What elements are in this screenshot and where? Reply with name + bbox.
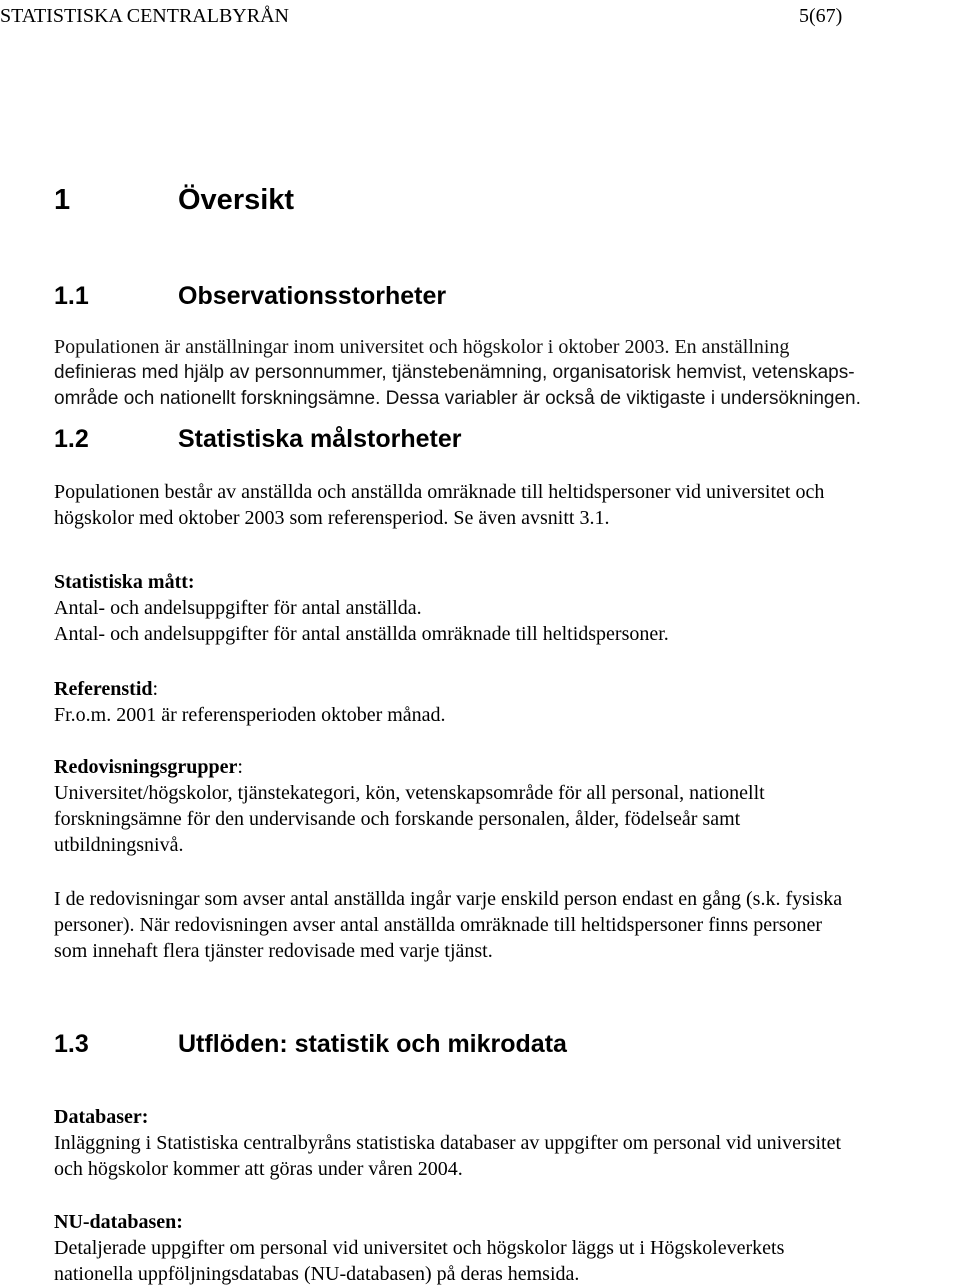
redovisningsgrupper-colon: : [237,756,243,778]
paragraph-line: som innehaft flera tjänster redovisade med varje tjänst. [54,940,493,962]
section-1-2-number: 1.2 [54,425,89,453]
statistiska-matt-label: Statistiska mått: [54,571,195,593]
section-1-1-number: 1.1 [54,282,89,310]
paragraph-line: I de redovisningar som avser antal anställda ingår varje enskild person endast en gång (s.k. fysiska [54,888,843,910]
section-1-1-paragraph [54,334,960,412]
paragraph-line: nationella uppföljningsdatabas (NU-databasen) på deras hemsida. [54,1263,580,1285]
paragraph-line: Populationen består av anställda och anställda omräknade till heltidspersoner vid universitet och [54,481,825,503]
section-1-title: Översikt [178,184,295,216]
redovisningsgrupper-label: Redovisningsgrupper [54,756,238,778]
paragraph-line: Antal- och andelsuppgifter för antal anställda omräknade till heltidspersoner. [54,623,669,645]
paragraph-line: och högskolor kommer att göras under våren 2004. [54,1158,463,1180]
referenstid-colon: : [152,678,159,700]
section-1-number: 1 [54,184,71,216]
paragraph-line: Fr.o.m. 2001 är referensperioden oktober månad. [54,704,446,726]
paragraph-line: Universitet/högskolor, tjänstekategori, kön, vetenskapsområde för all personal, nationellt [54,782,765,804]
section-1-2-intro [54,479,960,531]
section-1-2-title: Statistiska målstorheter [178,425,462,453]
paragraph-line: Detaljerade uppgifter om personal vid universitet och högskolor läggs ut i Högskoleverkets [54,1237,785,1259]
page-number: 5(67) [799,5,843,27]
paragraph-line: Populationen är anställningar inom universitet och högskolor i oktober 2003. En anställning [54,336,790,358]
paragraph-line: utbildningsnivå. [54,834,184,856]
paragraph-line: personer). När redovisningen avser antal anställda omräknade till heltidspersoner finns personer [54,914,823,936]
paragraph-line: forskningsämne för den undervisande och forskande personalen, ålder, födelseår samt [54,808,741,830]
statistiska-matt-block [54,569,960,647]
section-1-3-number: 1.3 [54,1030,89,1058]
databaser-label: Databaser: [54,1106,149,1128]
paragraph-line: Inläggning i Statistiska centralbyråns statistiska databaser av uppgifter om personal vid universitet [54,1132,842,1154]
referenstid-label: Referenstid [54,678,153,700]
paragraph-line: Antal- och andelsuppgifter för antal anställda. [54,597,422,619]
section-1-3-title: Utflöden: statistik och mikrodata [178,1030,567,1058]
section-1-2-note [54,886,960,964]
redovisningsgrupper-block [54,754,960,858]
paragraph-line: högskolor med oktober 2003 som referensperiod. Se även avsnitt 3.1. [54,507,610,529]
nu-databasen-block [54,1209,960,1287]
paragraph-line: definieras med hjälp av personnummer, tjänstebenämning, organisatorisk hemvist, vetenskaps- [54,362,855,383]
databaser-block [54,1104,960,1182]
section-1-1-title: Observationsstorheter [178,282,447,310]
paragraph-line: område och nationellt forskningsämne. Dessa variabler är också de viktigaste i undersökningen. [54,388,861,409]
running-header-org: STATISTISKA CENTRALBYRÅN [0,5,289,27]
nu-databasen-label: NU-databasen: [54,1211,183,1233]
referenstid-block [54,676,960,728]
